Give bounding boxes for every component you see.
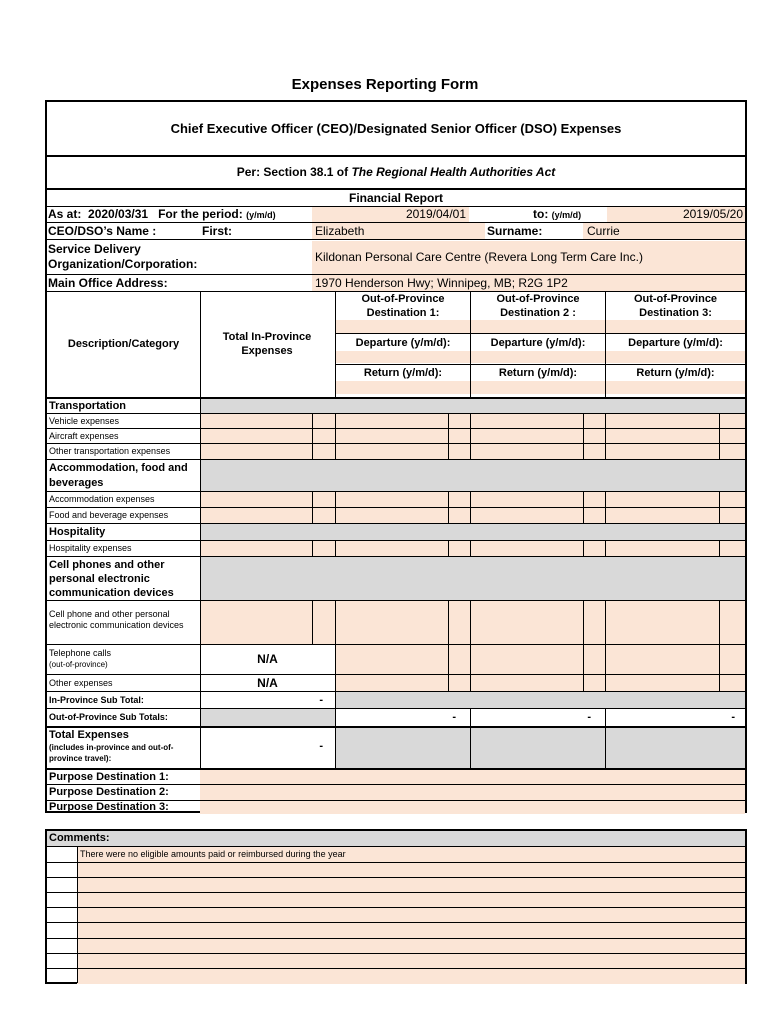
out-province-subtotal-1: - [452, 711, 456, 723]
comments-box [45, 829, 747, 984]
telephone-na: N/A [257, 652, 278, 666]
organization-field[interactable]: Kildonan Personal Care Centre (Revera Long Term Care Inc.) [312, 241, 745, 274]
comments-header: Comments: [47, 831, 745, 846]
destination-1-return[interactable] [336, 381, 470, 394]
destination-1-departure[interactable] [336, 351, 470, 363]
destination-3-return[interactable] [606, 381, 745, 394]
row-other-expenses: Other expenses N/A [47, 674, 745, 691]
row-telephone-calls: Telephone calls (out-of-province) N/A [47, 644, 745, 674]
row-cell-phone-expenses: Cell phone and other personal electronic communication devices [47, 600, 745, 644]
destination-3-header: Out-of-Province Destination 3: Departure (y/m/d): Return (y/m/d): [606, 292, 745, 398]
purpose-2-field[interactable] [200, 785, 745, 800]
row-in-province-subtotal: In-Province Sub Total: - [47, 691, 745, 708]
row-vehicle-expenses: Vehicle expenses [47, 413, 745, 428]
name-row [47, 222, 745, 239]
first-name-field[interactable]: Elizabeth [312, 223, 485, 239]
as-at-label: As at: [48, 207, 82, 221]
first-label: First: [202, 224, 232, 238]
period-to[interactable]: 2019/05/20 [607, 207, 745, 222]
purpose-3-field[interactable] [200, 801, 745, 814]
section-accommodation: Accommodation, food and beverages [47, 459, 745, 491]
address-field[interactable]: 1970 Henderson Hwy; Winnipeg, MB; R2G 1P2 [312, 275, 745, 291]
comments-lines [47, 846, 745, 983]
total-expenses-value: - [319, 740, 323, 752]
destination-2-departure[interactable] [471, 351, 605, 363]
row-food-beverage: Food and beverage expenses [47, 507, 745, 523]
purpose-1-field[interactable] [200, 770, 745, 784]
expense-form [45, 100, 747, 813]
organization-label: Service Delivery Organization/Corporation: [48, 242, 198, 271]
surname-field[interactable]: Currie [583, 223, 745, 239]
destination-3-field[interactable] [606, 320, 745, 333]
destination-1-header: Out-of-Province Destination 1: Departure (y/m/d): Return (y/m/d): [336, 292, 470, 398]
period-label: For the period: [158, 207, 243, 221]
address-row [47, 274, 745, 291]
form-title: Expenses Reporting Form [291, 76, 479, 93]
row-aircraft-expenses: Aircraft expenses [47, 428, 745, 443]
section-hospitality: Hospitality [47, 523, 745, 540]
row-other-transportation: Other transportation expenses [47, 443, 745, 459]
section-reference: Per: Section 38.1 of The Regional Health Authorities Act [47, 155, 745, 188]
row-purpose-2: Purpose Destination 2: [47, 784, 745, 800]
col-description: Description/Category [67, 338, 180, 350]
address-label: Main Office Address: [48, 276, 168, 290]
destination-3-departure[interactable] [606, 351, 745, 363]
section-transportation: Transportation [47, 397, 745, 413]
form-header: Chief Executive Officer (CEO)/Designated Senior Officer (DSO) Expenses [170, 121, 622, 136]
organization-row [47, 239, 745, 274]
destination-2-return[interactable] [471, 381, 605, 394]
in-province-subtotal-value: - [319, 694, 323, 706]
row-out-province-subtotal: Out-of-Province Sub Totals: - - - [47, 708, 745, 726]
section-cell-phones: Cell phones and other personal electronic communication devices [47, 556, 745, 600]
row-purpose-3: Purpose Destination 3: [47, 800, 745, 815]
row-accommodation-expenses: Accommodation expenses [47, 491, 745, 507]
row-purpose-1: Purpose Destination 1: [47, 768, 745, 784]
financial-report-title: Financial Report [47, 188, 745, 206]
period-from[interactable]: 2019/04/01 [312, 207, 469, 222]
as-at-value: 2020/03/31 [88, 207, 149, 221]
column-header [47, 291, 745, 397]
out-province-subtotal-3: - [731, 711, 735, 723]
destination-1-field[interactable] [336, 320, 470, 333]
destination-2-header: Out-of-Province Destination 2 : Departure (y/m/d): Return (y/m/d): [471, 292, 605, 398]
period-row: As at: 2020/03/31 For the period: (y/m/d) 2019/04/01 to: (y/m/d) 2019/05/20 [48, 207, 743, 221]
out-province-subtotal-2: - [587, 711, 591, 723]
comments-field[interactable] [77, 847, 745, 984]
surname-label: Surname: [487, 224, 543, 238]
comments-text: There were no eligible amounts paid or reimbursed during the year [80, 849, 346, 859]
row-total-expenses: Total Expenses (includes in-province and out-of-province travel): - [47, 726, 745, 768]
other-na: N/A [257, 676, 278, 690]
col-in-province: Total In-Province Expenses [222, 331, 312, 357]
row-hospitality-expenses: Hospitality expenses [47, 540, 745, 556]
name-label: CEO/DSO’s Name : [48, 224, 157, 238]
destination-2-field[interactable] [471, 320, 605, 333]
